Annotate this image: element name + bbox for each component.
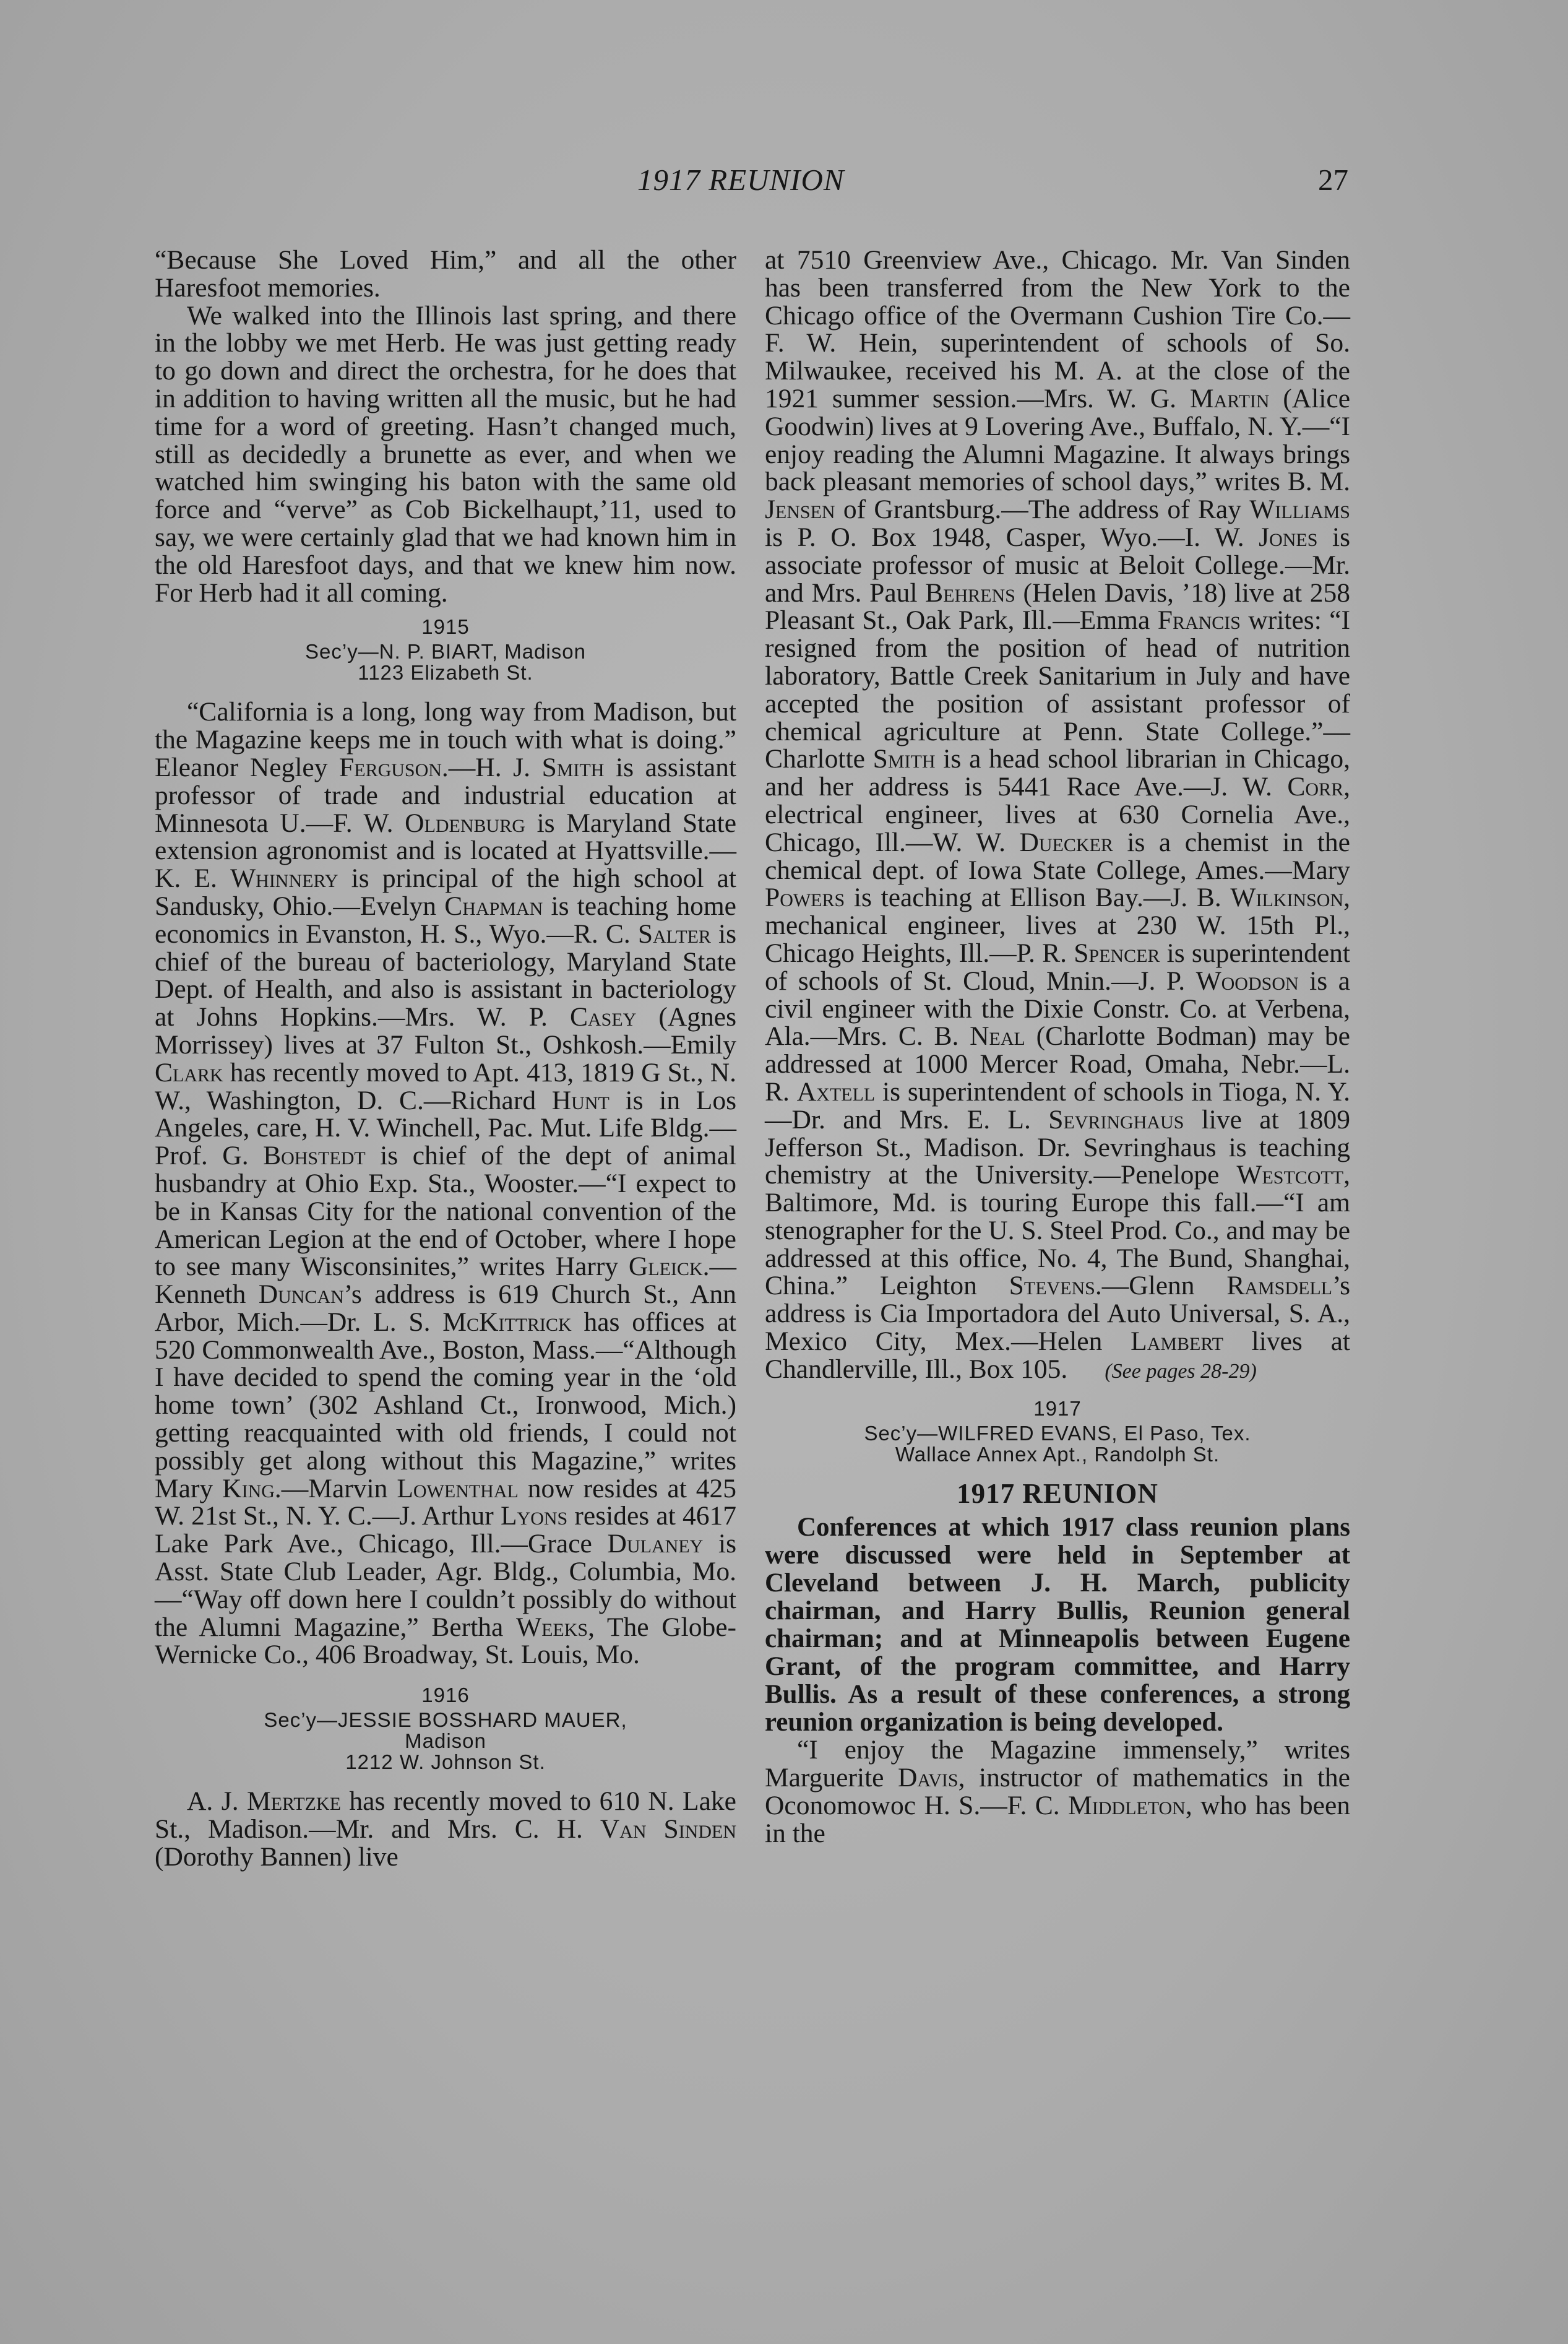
reunion-announcement: Conferences at which 1917 class reunion plans were discussed were held in September at Cleveland between J. H. March, publicity chairman, and Harry Bullis, Reunion general chairman; and at Minneapolis between Eugene Grant, of the program committee, and Harry Bullis. As a result of these conferences, a strong reunion organization is being developed. — [765, 1513, 1350, 1737]
paragraph-illinois-lobby: We walked into the Illinois last spring, and there in the lobby we met Herb. He was just getting ready to go down and direct the orchestra, for he does that in addition to having written all the music, but he had time for a word of greeting. Hasn’t changed much, still as decidedly a brunette as ever, and when we watched him swinging his baton with the same old force and “verve” as Cob Bickelhaupt,’11, used to say, we were certainly glad that we had known him in the old Haresfoot days, and that we knew him now. For Herb had it all coming. — [155, 300, 736, 608]
class-heading-1917 — [765, 1398, 1350, 1465]
right-column — [765, 246, 1350, 1848]
class-secretary-address: 1123 Elizabeth St. — [358, 661, 533, 685]
class-notes-1917: “I enjoy the Magazine immensely,” writes Marguerite Davis, instructor of mathematics in the Oconomowoc H. S.—F. C. Middleton, who has been in the — [765, 1735, 1351, 1848]
class-secretary: Sec’y—N. P. BIART, Madison — [305, 640, 586, 664]
see-pages-reference: (See pages 28-29) — [1105, 1359, 1257, 1383]
class-notes-1916: A. J. Mertzke has recently moved to 610 N. Lake St., Madison.—Mr. and Mrs. C. H. Van Sinden (Dorothy Bannen) live — [155, 1786, 737, 1872]
reunion-subheading: 1917 REUNION — [957, 1477, 1158, 1509]
class-heading-1915 — [155, 616, 736, 683]
class-notes-1916-continued: at 7510 Greenview Ave., Chicago. Mr. Van Sinden has been transferred from the New York to the Chicago office of the Overmann Cushion Tire Co.—F. W. Hein, superintendent of schools of So. Milwaukee, received his M. A. at the close of the 1921 summer session.—Mrs. W. G. Martin (Alice Goodwin) lives at 9 Lovering Ave., Buffalo, N. Y.—“I enjoy reading the Alumni Magazine. It always brings back pleasant memories of school days,” writes B. M. Jensen of Grantsburg.—The address of Ray Williams is P. O. Box 1948, Casper, Wyo.—I. W. Jones is associate professor of music at Beloit College.—Mr. and Mrs. Paul Behrens (Helen Davis, ’18) live at 258 Pleasant St., Oak Park, Ill.—Emma Francis writes: “I resigned from the position of head of nutrition laboratory, Battle Creek Sanitarium in July and have accepted the position of assistant professor of chemical agriculture at Penn. State College.”—Charlotte Smith is a head school librarian in Chicago, and her address is 5441 Race Ave.—J. W. Corr, electrical engineer, lives at 630 Cornelia Ave., Chicago, Ill.—W. W. Duecker is a chemist in the chemical dept. of Iowa State College, Ames.—Mary Powers is teaching at Ellison Bay.—J. B. Wilkinson, mechanical engineer, lives at 230 W. 15th Pl., Chicago Heights, Ill.—P. R. Spencer is superintendent of schools of St. Cloud, Mnin.—J. P. Woodson is a civil engineer with the Dixie Constr. Co. at Verbena, Ala.—Mrs. C. B. Neal (Charlotte Bodman) may be addressed at 1000 Mercer Road, Omaha, Nebr.—L. R. Axtell is superintendent of schools in Tioga, N. Y.—Dr. and Mrs. E. L. Sevringhaus live at 1809 Jefferson St., Madison. Dr. Sevringhaus is teaching chemistry at the University.—Penelope Westcott, Baltimore, Md. is touring Europe this fall.—“I am stenographer for the U. S. Steel Prod. Co., and may be addressed at this office, No. 4, The Bund, Shanghai, China.” Leighton Stevens.—Glenn Ramsdell’s address is Cia Importadora del Auto Universal, S. A., Mexico City, Mex.—Helen Lambert lives at Chandlerville, Ill., Box 105. (See pages 28-29) — [765, 245, 1351, 1384]
class-notes-1915: “California is a long, long way from Madison, but the Magazine keeps me in touch with what is doing.” Eleanor Negley Ferguson.—H. J. Smith is assistant professor of trade and industrial education at Minnesota U.—F. W. Oldenburg is Maryland State extension agronomist and is located at Hyattsville.—K. E. Whinnery is principal of the high school at Sandusky, Ohio.—Evelyn Chapman is teaching home economics in Evanston, H. S., Wyo.—R. C. Salter is chief of the bureau of bacteriology, Maryland State Dept. of Health, and also is assistant in bacteriology at Johns Hopkins.—Mrs. W. P. Casey (Agnes Morrissey) lives at 37 Fulton St., Oshkosh.—Emily Clark has recently moved to Apt. 413, 1819 G St., N. W., Washington, D. C.—Richard Hunt is in Los Angeles, care, H. V. Winchell, Pac. Mut. Life Bldg.—Prof. G. Bohstedt is chief of the dept of animal husbandry at Ohio Exp. Sta., Wooster.—“I expect to be in Kansas City for the national convention of the American Legion at the end of October, where I hope to see many Wisconsinites,” writes Harry Gleick.—Kenneth Duncan’s address is 619 Church St., Ann Arbor, Mich.—Dr. L. S. McKittrick has offices at 520 Commonwealth Ave., Boston, Mass.—“Although I have decided to spend the coming year in the ‘old home town’ (302 Ashland Ct., Ironwood, Mich.) getting reacquainted with old friends, I could not possibly get along without this Magazine,” writes Mary King.—Marvin Lowenthal now resides at 425 W. 21st St., N. Y. C.—J. Arthur Lyons resides at 4617 Lake Park Ave., Chicago, Ill.—Grace Dulaney is Asst. State Club Leader, Agr. Bldg., Columbia, Mo.—“Way off down here I couldn’t possibly do without the Alumni Magazine,” Bertha Weeks, The Globe-Wernicke Co., 406 Broadway, St. Louis, Mo. — [155, 697, 737, 1670]
class-secretary-address: Wallace Annex Apt., Randolph St. — [895, 1442, 1220, 1466]
class-year: 1915 — [421, 615, 470, 639]
class-secretary-address: 1212 W. Johnson St. — [345, 1750, 546, 1774]
class-secretary-city: Madison — [405, 1729, 486, 1753]
left-column — [155, 246, 736, 1871]
class-secretary: Sec’y—WILFRED EVANS, El Paso, Tex. — [864, 1421, 1251, 1445]
class-heading-1916 — [155, 1685, 736, 1773]
class-year: 1916 — [421, 1684, 470, 1707]
paragraph-haresfoot: “Because She Loved Him,” and all the other Haresfoot memories. — [155, 245, 736, 303]
class-secretary: Sec’y—JESSIE BOSSHARD MAUER, — [264, 1708, 627, 1732]
running-head: 1917 REUNION — [637, 163, 845, 197]
class-year: 1917 — [1033, 1396, 1082, 1420]
page-number: 27 — [1318, 163, 1348, 197]
